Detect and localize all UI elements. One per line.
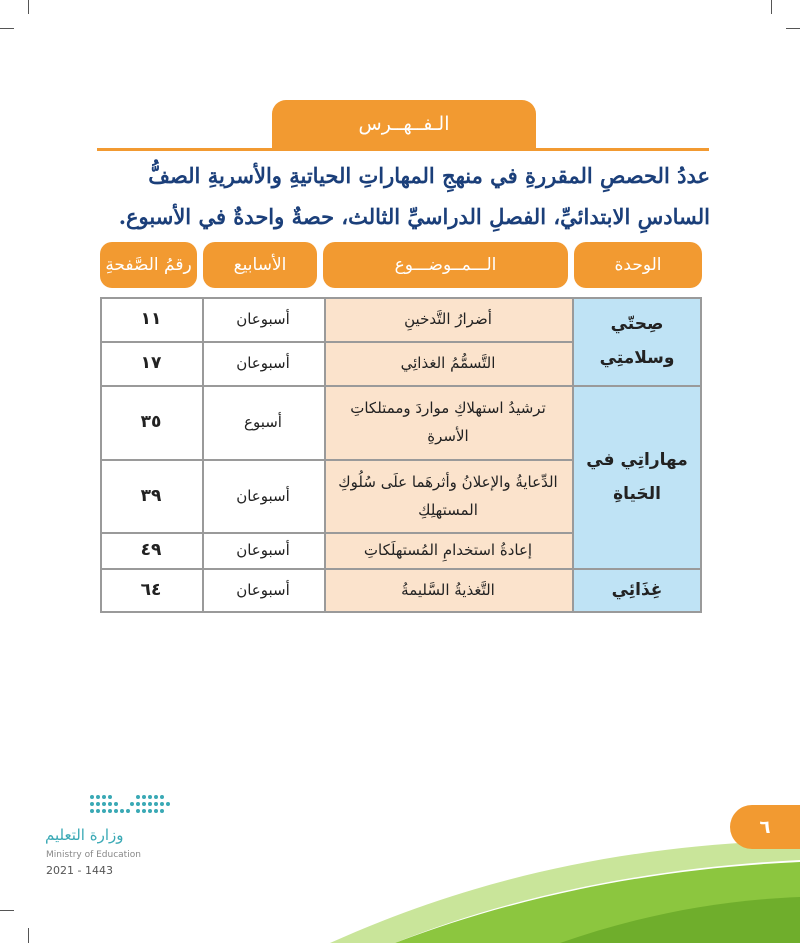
logo-text-english: Ministry of Education	[46, 850, 141, 860]
table-cell-weeks: أسبوعان	[202, 568, 324, 612]
table-cell-page: ٦٤	[100, 568, 202, 612]
table-cell-topic: التَّسمُّمُ الغذائِي	[324, 341, 572, 385]
table-cell-page: ٤٩	[100, 532, 202, 568]
logo-year: 2021 - 1443	[46, 864, 113, 877]
table-cell-topic: التَّغذيةُ السَّليمةُ	[324, 568, 572, 612]
table-cell-unit: غِذَائِي	[572, 568, 702, 612]
col-header-page: رقمُ الصَّفحةِ	[100, 242, 197, 288]
table-cell-topic: أضرارُ التَّدخينِ	[324, 297, 572, 341]
col-header-weeks: الأسابيع	[203, 242, 317, 288]
table-cell-weeks: أسبوعان	[202, 532, 324, 568]
table-cell-unit: صِحتّي وسلامتِي	[572, 297, 702, 385]
table-cell-page: ١٧	[100, 341, 202, 385]
table-cell-topic: الدِّعايةُ والإعلانُ وأثرهَما علَى سُلُوكِ المستهلِكِ	[324, 459, 572, 532]
table-cell-page: ٣٥	[100, 385, 202, 459]
col-header-topic: الـــمــوضـــوع	[323, 242, 568, 288]
table-cell-page: ٣٩	[100, 459, 202, 532]
table-cell-weeks: أسبوعان	[202, 341, 324, 385]
intro-text: عددُ الحصصِ المقررةِ في منهجِ المهاراتِ الحياتيةِ والأسريةِ الصفُّ السادسِ الابتدائيِّ، الفصلِ الدراسيِّ الثالث، حصةٌ واحدةٌ في الأسبوع.	[118, 163, 710, 229]
logo-text-arabic: وزارة التعليم	[45, 826, 124, 844]
table-cell-unit: مهاراتِي في الحَياةِ	[572, 385, 702, 568]
table-cell-page: ١١	[100, 297, 202, 341]
table-cell-weeks: أسبوعان	[202, 297, 324, 341]
index-title: الـفــهــرس	[272, 100, 536, 148]
table-cell-topic: ترشيدُ استهلاكِ مواردَ وممتلكاتِ الأسرةِ	[324, 385, 572, 459]
col-header-unit: الوحدة	[574, 242, 702, 288]
page-number-badge: ٦	[730, 805, 800, 849]
table-cell-weeks: أسبوع	[202, 385, 324, 459]
table-cell-topic: إعادةُ استخدامِ المُستهلَكاتِ	[324, 532, 572, 568]
table-cell-weeks: أسبوعان	[202, 459, 324, 532]
